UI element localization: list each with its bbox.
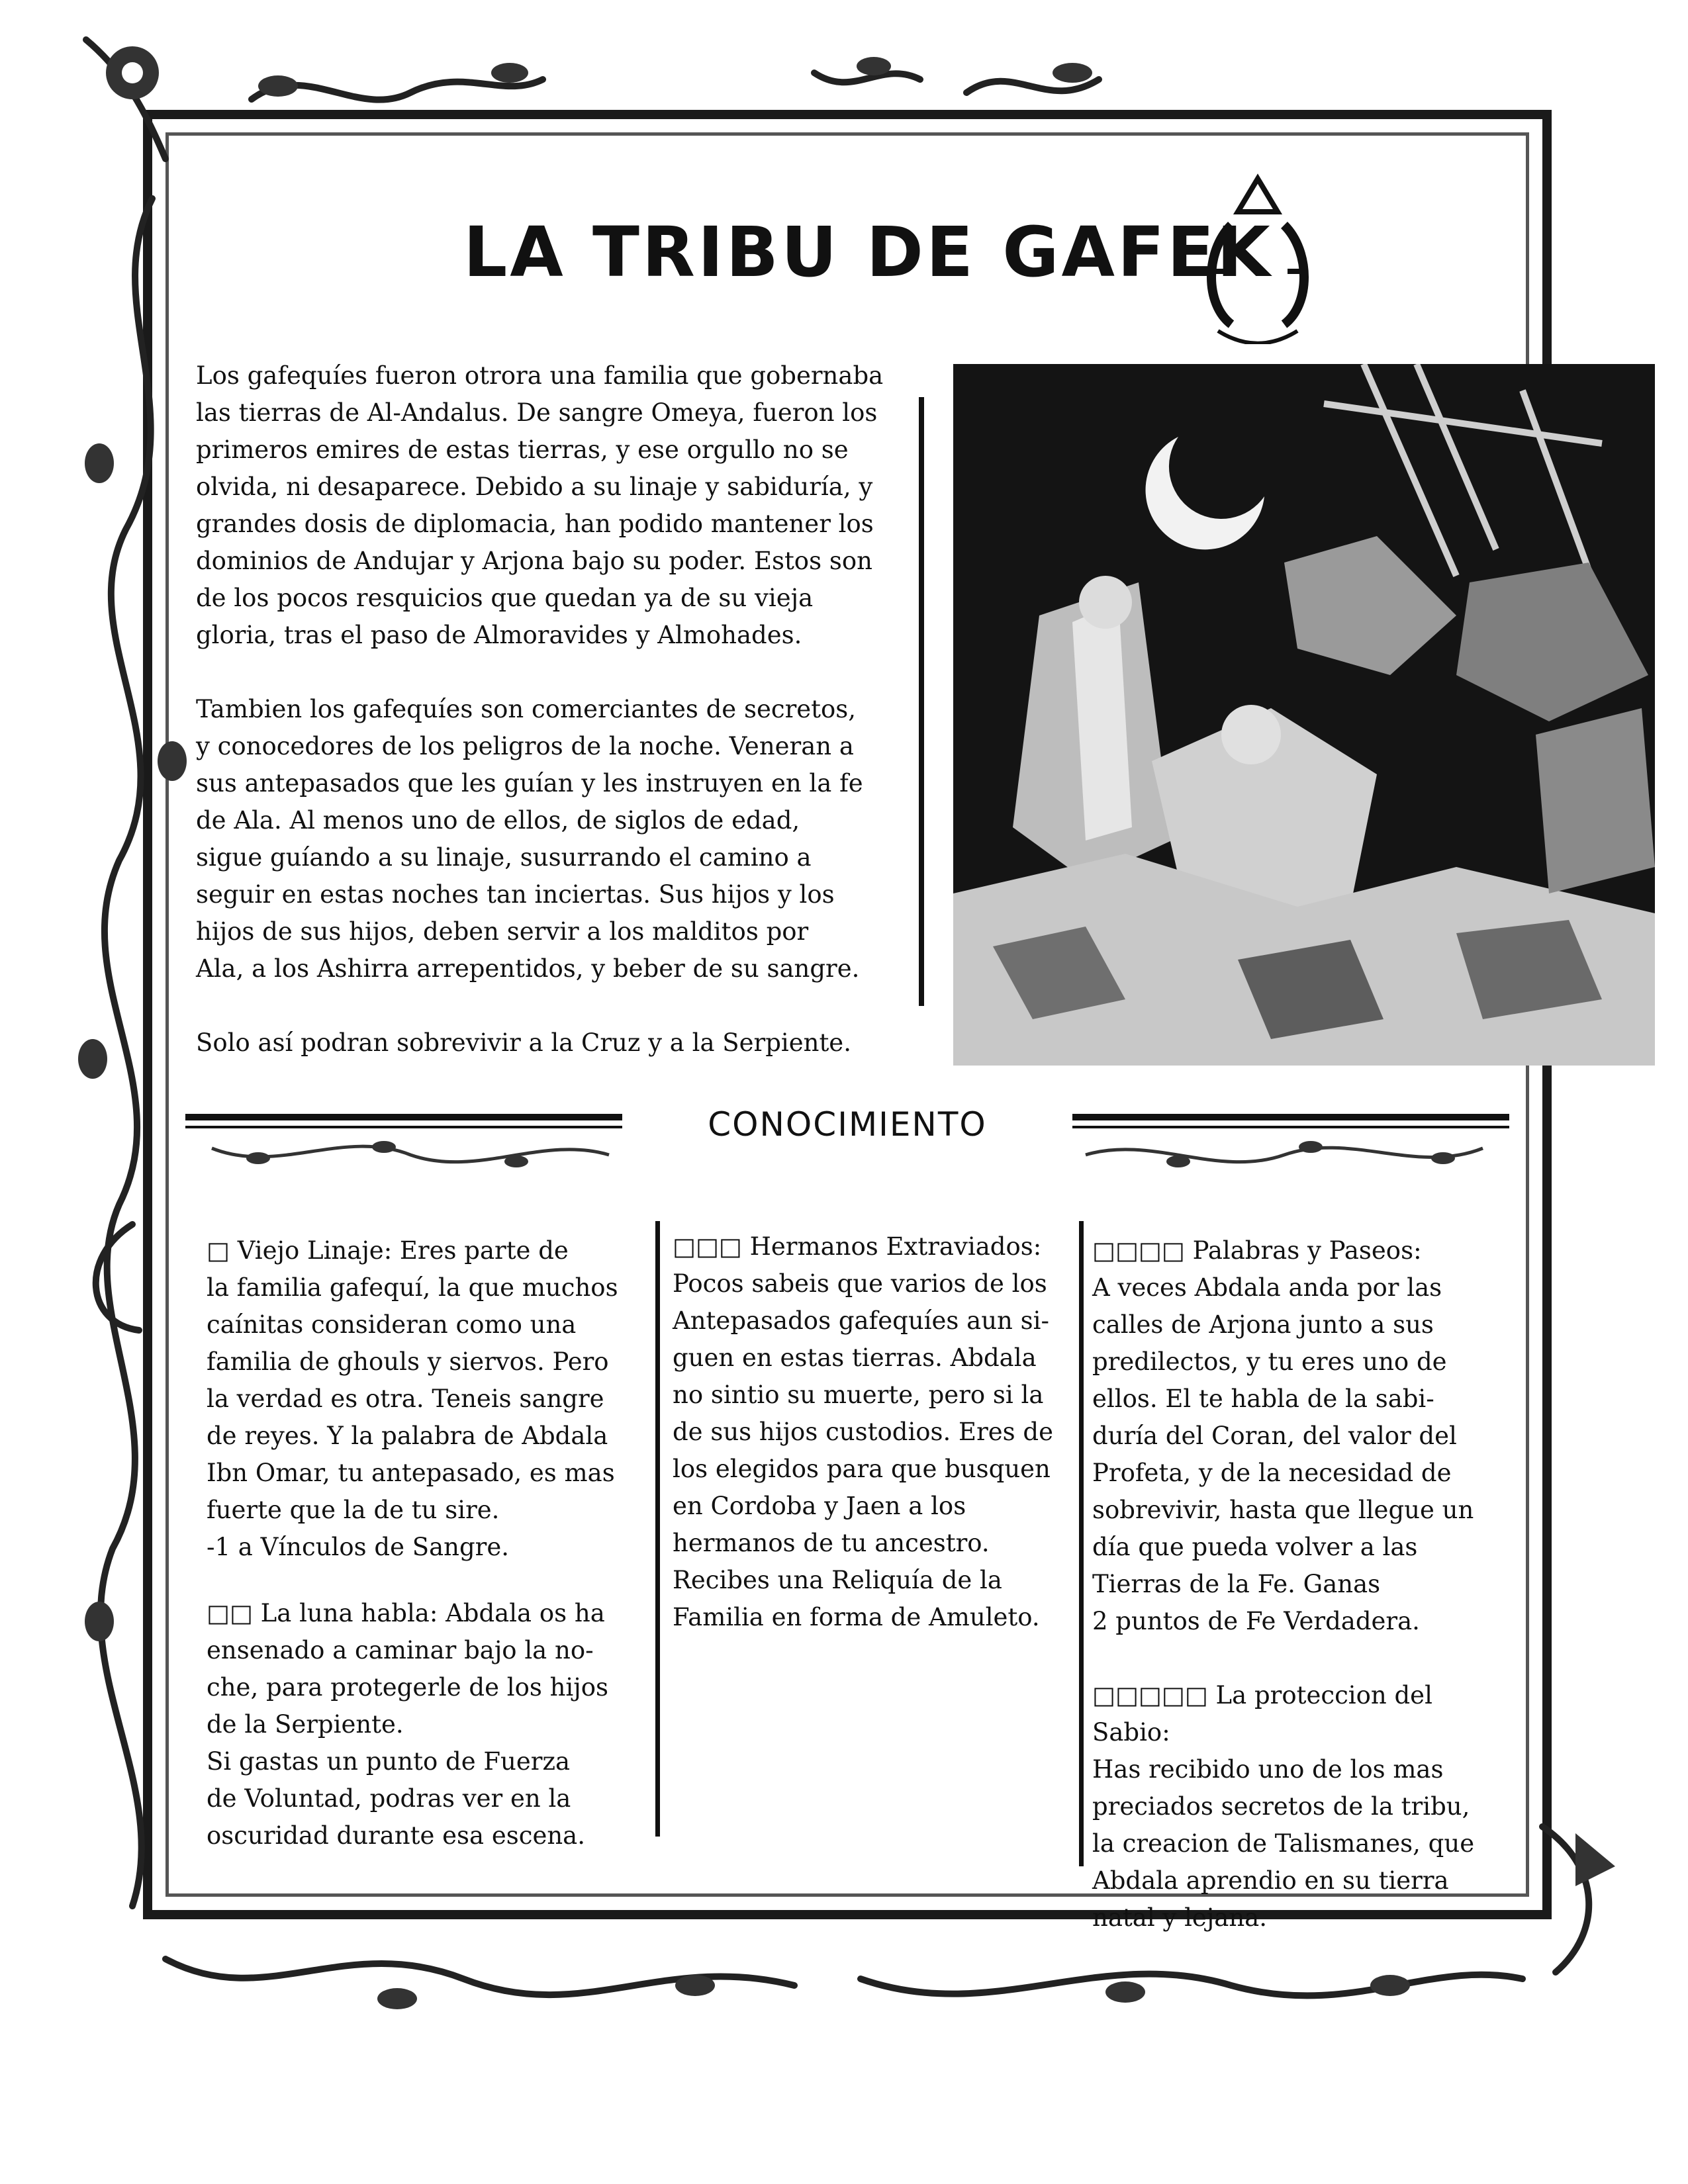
knowledge-la-luna-habla: □□ La luna habla: Abdala os ha ensenado a caminar bajo la no- che, para protegerle de los hijos de la Serpiente. Si gastas un punto de Fuerza de Voluntad, podras ver en la oscuridad durante esa escena. [207, 1599, 608, 1850]
knowledge-viejo-linaje: □ Viejo Linaje: Eres parte de la familia gafequí, la que muchos caínitas consideran como una familia de ghouls y siervos. Pero la verdad es otra. Teneis sangre de reyes. Y la palabra de Abdala Ibn Omar, tu antepasado, es mas fuerte que la de tu sire. -1 a Vínculos de Sangre. [207, 1236, 618, 1561]
divider-ornament-right [1072, 1102, 1509, 1175]
column-rule [919, 397, 924, 1006]
knowledge-proteccion-del-sabio: □□□□□ La proteccion del Sabio: Has recibido uno de los mas preciados secretos de la tribu, la creacion de Talismanes, que Abdala aprendio en su tierra natal y lejana. [1092, 1681, 1475, 1932]
divider-ornament-left [185, 1102, 622, 1175]
knowledge-palabras-y-paseos: □□□□ Palabras y Paseos: A veces Abdala anda por las calles de Arjona junto a sus predilectos, y tu eres uno de ellos. El te habla de la sabi- duría del Coran, del valor del Profeta, y de la necesidad de sobrevivir, hasta que llegue un día que pueda volver a las Tierras de la Fe. Ganas 2 puntos de Fe Verdadera. [1092, 1236, 1474, 1635]
section-heading: CONOCIMIENTO [708, 1105, 987, 1144]
page-title: LA TRIBU DE GAFEK [463, 212, 1273, 293]
column-rule [1079, 1221, 1084, 1866]
intro-paragraph-2: Tambien los gafequíes son comerciantes de secretos, y conocedores de los peligros de la noche. Veneran a sus antepasados que les guían y les instruyen en la fe de Ala. Al menos uno de ellos, de siglos de edad, sigue guíando a su linaje, susurrando el camino a seguir en estas noches tan inciertas. Sus hijos y los hijos de sus hijos, deben servir a los malditos por Ala, a los Ashirra arrepentidos, y beber de su sangre. [196, 695, 863, 983]
knowledge-hermanos-extraviados: □□□ Hermanos Extraviados: Pocos sabeis que varios de los Antepasados gafequíes aun si- guen en estas tierras. Abdala no sintio su muerte, pero si la de sus hijos custodios. Eres de los elegidos para que busquen en Cordoba y Jaen a los hermanos de tu ancestro. Recibes una Reliquía de la Familia en forma de Amuleto. [673, 1232, 1053, 1631]
intro-paragraph-3: Solo así podran sobrevivir a la Cruz y a la Serpiente. [196, 1028, 851, 1057]
column-rule [655, 1221, 660, 1837]
intro-paragraph-1: Los gafequíes fueron otrora una familia que gobernaba las tierras de Al-Andalus. De sangre Omeya, fueron los primeros emires de estas tierras, y ese orgullo no se olvida, ni desaparece. Debido a su linaje y sabiduría, y grandes dosis de diplomacia, han podido mantener los dominios de Andujar y Arjona bajo su poder. Estos son de los pocos resquicios que quedan ya de su vieja gloria, tras el paso de Almoravides y Almohades. [196, 361, 884, 649]
moonlit-desert-figures-illustration [953, 364, 1655, 1066]
clan-gafek-symbol-icon [1192, 172, 1324, 344]
